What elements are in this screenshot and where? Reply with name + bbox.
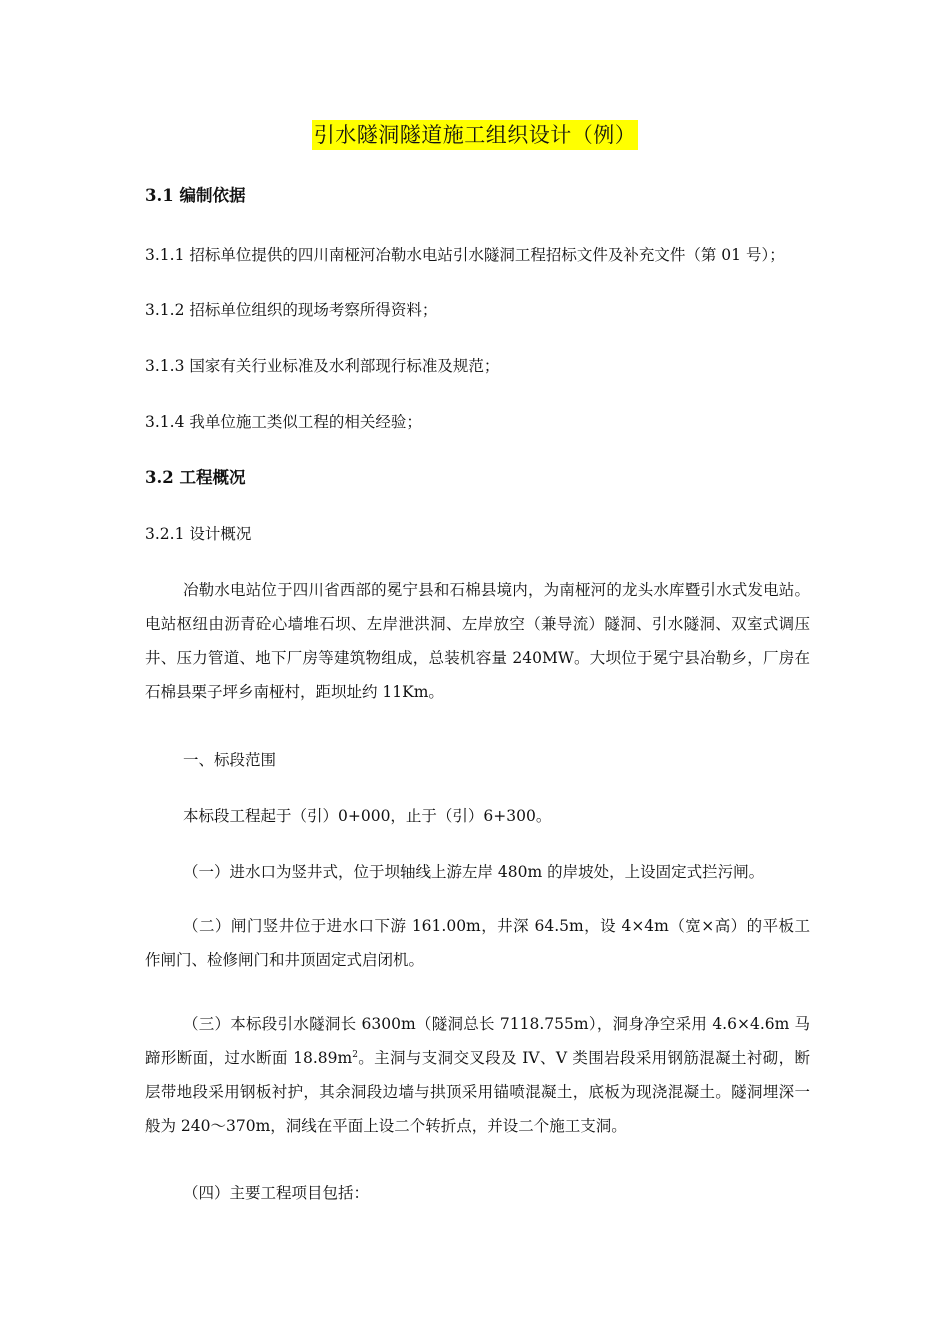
section-3-2-1-heading: 3.2.1 设计概况 bbox=[145, 525, 252, 543]
item-3-superscript: 2 bbox=[352, 1049, 358, 1060]
item-4-main-works: （四）主要工程项目包括： bbox=[183, 1184, 370, 1202]
basis-item-4: 3.1.4 我单位施工类似工程的相关经验； bbox=[145, 413, 422, 431]
document-title: 引水隧洞隧道施工组织设计（例） bbox=[312, 120, 639, 150]
scope-heading: 一、标段范围 bbox=[183, 751, 277, 769]
item-3-tunnel bbox=[145, 1007, 810, 1143]
basis-item-2: 3.1.2 招标单位组织的现场考察所得资料； bbox=[145, 301, 438, 319]
basis-item-1: 3.1.1 招标单位提供的四川南桠河冶勒水电站引水隧洞工程招标文件及补充文件（第 01 号）； bbox=[145, 246, 785, 264]
overview-paragraph: 冶勒水电站位于四川省西部的冕宁县和石棉县境内，为南桠河的龙头水库暨引水式发电站。电站枢纽由沥青砼心墙堆石坝、左岸泄洪洞、左岸放空（兼导流）隧洞、引水隧洞、双室式调压井、压力管道、地下厂房等建筑物组成，总装机容量 240MW。大坝位于冕宁县冶勒乡，厂房在石棉县栗子坪乡南桠村，距坝址约 11Km。 bbox=[145, 581, 810, 701]
title-wrap bbox=[0, 120, 950, 150]
item-3-text-a: （三）本标段引水隧洞长 6300m（隧洞总长 7118.755m），洞身净空采用 4.6×4.6m 马蹄形断面，过水断面 18.89m bbox=[145, 1015, 810, 1067]
item-1-intake: （一）进水口为竖井式，位于坝轴线上游左岸 480m 的岸坡处，上设固定式拦污闸。 bbox=[183, 863, 765, 881]
section-3-2-heading: 3.2 工程概况 bbox=[145, 468, 246, 487]
item-2-gate-shaft: （二）闸门竖井位于进水口下游 161.00m，井深 64.5m，设 4×4m（宽×高）的平板工作闸门、检修闸门和井顶固定式启闭机。 bbox=[145, 917, 810, 969]
basis-item-3: 3.1.3 国家有关行业标准及水利部现行标准及规范； bbox=[145, 357, 500, 375]
item-3-text-b: 。主洞与支洞交叉段及 IV、V 类围岩段采用钢筋混凝土衬砌，断层带地段采用钢板衬护，其余洞段边墙与拱顶采用锚喷混凝土，底板为现浇混凝土。隧洞埋深一般为 240～370m，洞线在平面上设二个转折点，并设二个施工支洞。 bbox=[145, 1049, 811, 1135]
scope-text: 本标段工程起于（引）0+000，止于（引）6+300。 bbox=[183, 807, 552, 825]
section-3-1-heading: 3.1 编制依据 bbox=[145, 186, 246, 205]
